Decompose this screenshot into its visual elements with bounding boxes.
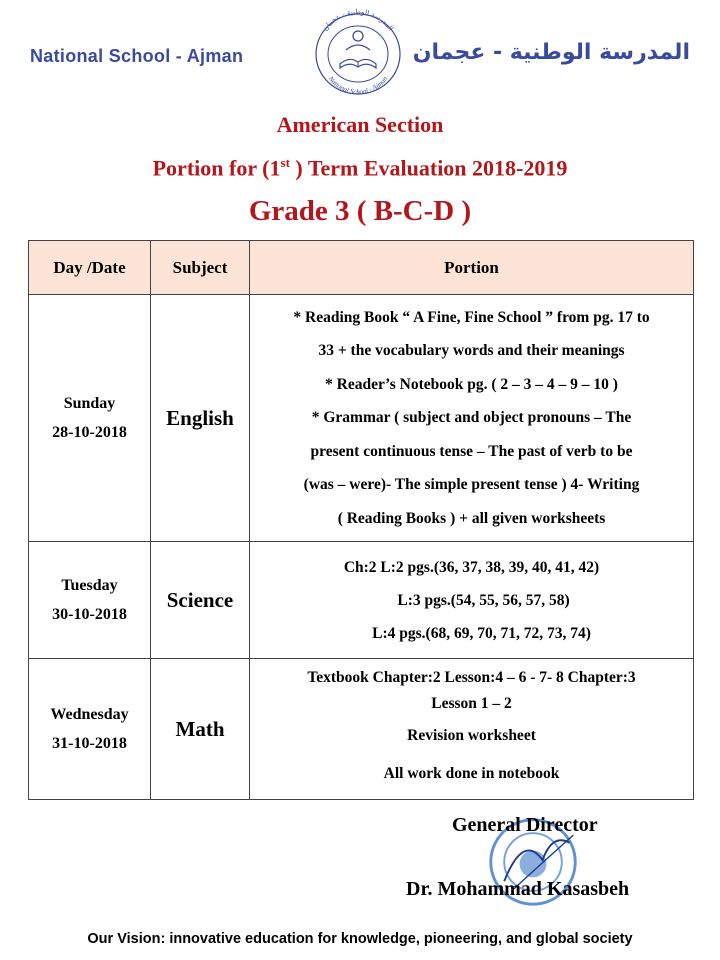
header-portion: Portion [250,241,694,295]
portion-line: present continuous tense – The past of verb to be [310,442,633,460]
table-row [29,295,694,542]
subject-cell: English [151,295,250,542]
day-cell [29,295,151,542]
portion-line: L:4 pgs.(68, 69, 70, 71, 72, 73, 74) [372,624,591,642]
vision-footer: Our Vision: innovative education for knowledge, pioneering, and global society [87,931,633,947]
portion-line: * Reading Book “ A Fine, Fine School ” from pg. 17 to [293,308,650,326]
portion-table [28,240,694,800]
director-name: Dr. Mohammad Kasasbeh [406,878,630,900]
section-title: American Section [276,112,444,137]
table-row [29,659,694,800]
header-subject: Subject [151,241,250,295]
day-cell [29,659,151,800]
portion-cell [250,542,694,659]
logo-text-english: National School - Ajman [326,74,390,96]
table-row [29,542,694,659]
day-date: 30-10-2018 [52,606,127,623]
subject-cell: Math [151,659,250,800]
table-header-row [29,241,694,295]
portion-cell [250,659,694,800]
director-title: General Director [452,814,598,836]
day-cell [29,542,151,659]
portion-line: L:3 pgs.(54, 55, 56, 57, 58) [397,591,570,609]
day-name: Tuesday [61,577,118,594]
day-date: 31-10-2018 [52,735,127,752]
portion-line: Revision worksheet [407,727,536,744]
subject-cell: Science [151,542,250,659]
portion-line: All work done in notebook [383,765,560,782]
grade-title: Grade 3 ( B-C-D ) [248,195,472,228]
page-header [0,0,720,100]
day-name: Sunday [63,395,116,412]
portion-line: (was – were)- The simple present tense ) 4- Writing [303,476,640,494]
school-name-arabic: المدرسة الوطنية - عجمان [412,40,690,65]
portion-line: Textbook Chapter:2 Lesson:4 – 6 - 7- 8 Chapter:3 [307,669,636,686]
day-date: 28-10-2018 [52,424,127,441]
portion-line: Ch:2 L:2 pgs.(36, 37, 38, 39, 40, 41, 42) [343,558,600,576]
portion-line: * Grammar ( subject and object pronouns – The [311,409,632,427]
portion-title: Portion for (1st ) Term Evaluation 2018-2019 [152,155,568,181]
header-day-date: Day /Date [29,241,151,295]
signature-block [380,810,720,910]
school-logo [308,6,408,96]
portion-line: Lesson 1 – 2 [431,695,512,712]
day-name: Wednesday [50,706,129,723]
portion-line: ( Reading Books ) + all given worksheets [337,509,606,527]
portion-line: 33 + the vocabulary words and their meanings [318,342,625,360]
logo-text-arabic: المدرسة الوطنية - عجمان [321,7,395,33]
portion-line: * Reader’s Notebook pg. ( 2 – 3 – 4 – 9 – 10 ) [325,375,618,393]
document-titles [0,108,720,233]
school-name-english: National School - Ajman [30,46,244,66]
portion-cell [250,295,694,542]
